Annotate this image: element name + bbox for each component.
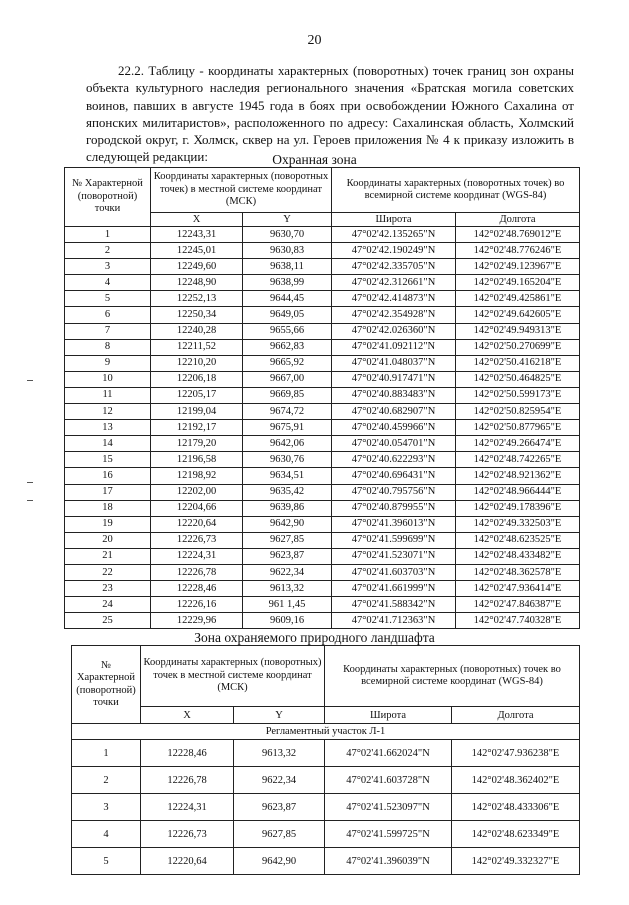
y-value: 9623,87 (234, 794, 325, 821)
point-number: 4 (65, 275, 151, 291)
point-number: 23 (65, 581, 151, 597)
x-value: 12202,00 (151, 484, 243, 500)
longitude: 142°02'50.270699"E (456, 339, 580, 355)
latitude: 47°02'42.135265"N (332, 227, 456, 243)
latitude: 47°02'41.599725"N (325, 821, 452, 848)
point-number: 21 (65, 548, 151, 564)
table-row (65, 564, 580, 580)
header-latitude: Широта (332, 213, 456, 227)
y-value: 9642,90 (243, 516, 332, 532)
point-number: 19 (65, 516, 151, 532)
longitude: 142°02'48.623349"E (452, 821, 580, 848)
latitude: 47°02'41.396039"N (325, 848, 452, 875)
table-row (65, 339, 580, 355)
latitude: 47°02'41.603728"N (325, 767, 452, 794)
y-value: 9642,06 (243, 436, 332, 452)
y-value: 9630,76 (243, 452, 332, 468)
point-number: 8 (65, 339, 151, 355)
longitude: 142°02'49.332503"E (456, 516, 580, 532)
y-value: 9674,72 (243, 404, 332, 420)
table-row (72, 767, 580, 794)
longitude: 142°02'48.433306"E (452, 794, 580, 821)
x-value: 12196,58 (151, 452, 243, 468)
latitude: 47°02'41.048037"N (332, 355, 456, 371)
y-value: 9667,00 (243, 371, 332, 387)
header-point-number: № Характерной (поворотной) точки (65, 168, 151, 227)
latitude: 47°02'41.661999"N (332, 581, 456, 597)
point-number: 12 (65, 404, 151, 420)
x-value: 12199,04 (151, 404, 243, 420)
x-value: 12248,90 (151, 275, 243, 291)
x-value: 12250,34 (151, 307, 243, 323)
y-value: 9662,83 (243, 339, 332, 355)
latitude: 47°02'40.054701"N (332, 436, 456, 452)
table-row (72, 794, 580, 821)
y-value: 9635,42 (243, 484, 332, 500)
latitude: 47°02'42.312661"N (332, 275, 456, 291)
x-value: 12229,96 (151, 613, 243, 629)
y-value: 9675,91 (243, 420, 332, 436)
point-number: 17 (65, 484, 151, 500)
longitude: 142°02'49.123967"E (456, 259, 580, 275)
longitude: 142°02'48.769012"E (456, 227, 580, 243)
table-row (65, 291, 580, 307)
x-value: 12245,01 (151, 243, 243, 259)
longitude: 142°02'49.178396"E (456, 500, 580, 516)
latitude: 47°02'41.523071"N (332, 548, 456, 564)
longitude: 142°02'50.416218"E (456, 355, 580, 371)
table-row (65, 355, 580, 371)
point-number: 3 (72, 794, 141, 821)
point-number: 1 (65, 227, 151, 243)
header-point-number: № Характерной (поворотной) точки (72, 646, 141, 724)
y-value: 9649,05 (243, 307, 332, 323)
header-y: Y (243, 213, 332, 227)
longitude: 142°02'49.165204"E (456, 275, 580, 291)
page-number: 20 (307, 33, 322, 48)
latitude: 47°02'40.622293"N (332, 452, 456, 468)
table-row (65, 259, 580, 275)
point-number: 16 (65, 468, 151, 484)
point-number: 13 (65, 420, 151, 436)
x-value: 12220,64 (151, 516, 243, 532)
table-row (72, 740, 580, 767)
point-number: 15 (65, 452, 151, 468)
y-value: 9642,90 (234, 848, 325, 875)
latitude: 47°02'40.879955"N (332, 500, 456, 516)
latitude: 47°02'40.459966"N (332, 420, 456, 436)
latitude: 47°02'41.662024"N (325, 740, 452, 767)
table-row (65, 452, 580, 468)
header-longitude: Долгота (452, 707, 580, 724)
scan-mark (27, 380, 33, 381)
point-number: 7 (65, 323, 151, 339)
y-value: 9622,34 (234, 767, 325, 794)
latitude: 47°02'41.092112"N (332, 339, 456, 355)
table-row (65, 371, 580, 387)
table1-caption: Охранная зона (272, 152, 357, 167)
point-number: 2 (72, 767, 141, 794)
table-row (65, 468, 580, 484)
longitude: 142°02'50.877965"E (456, 420, 580, 436)
point-number: 22 (65, 564, 151, 580)
x-value: 12226,78 (141, 767, 234, 794)
longitude: 142°02'48.921362"E (456, 468, 580, 484)
longitude: 142°02'47.740328"E (456, 613, 580, 629)
latitude: 47°02'40.883483"N (332, 387, 456, 403)
latitude: 47°02'41.396013"N (332, 516, 456, 532)
y-value: 9644,45 (243, 291, 332, 307)
latitude: 47°02'40.682907"N (332, 404, 456, 420)
intro-paragraph: 22.2. Таблицу - координаты характерных (поворотных) точек границ зон охраны объекта культурного наследия регионального значения «Братская могила советских воинов, павших в августе 1945 года в боях при освобождении Южного Сахалина от японских милитаристов», расположенного по адресу: Сахалинская область, Холмский городской округ, г. Холмск, сквер на ул. Героев приложения № 4 к приказу изложить в следующей редакции: (86, 63, 574, 165)
point-number: 4 (72, 821, 141, 848)
longitude: 142°02'49.949313"E (456, 323, 580, 339)
scan-mark (27, 500, 33, 501)
point-number: 24 (65, 597, 151, 613)
y-value: 9630,70 (243, 227, 332, 243)
header-longitude: Долгота (456, 213, 580, 227)
y-value: 9627,85 (234, 821, 325, 848)
landscape-zone-table (71, 645, 580, 875)
x-value: 12206,18 (151, 371, 243, 387)
table-row (65, 516, 580, 532)
x-value: 12220,64 (141, 848, 234, 875)
y-value: 9630,83 (243, 243, 332, 259)
table-row (65, 275, 580, 291)
table-row (65, 532, 580, 548)
longitude: 142°02'48.776246"E (456, 243, 580, 259)
point-number: 5 (65, 291, 151, 307)
longitude: 142°02'48.966444"E (456, 484, 580, 500)
x-value: 12243,31 (151, 227, 243, 243)
point-number: 1 (72, 740, 141, 767)
table2-caption: Зона охраняемого природного ландшафта (194, 630, 435, 645)
latitude: 47°02'40.917471"N (332, 371, 456, 387)
x-value: 12224,31 (151, 548, 243, 564)
latitude: 47°02'42.190249"N (332, 243, 456, 259)
latitude: 47°02'41.588342"N (332, 597, 456, 613)
longitude: 142°02'50.599173"E (456, 387, 580, 403)
longitude: 142°02'47.846387"E (456, 597, 580, 613)
y-value: 9638,99 (243, 275, 332, 291)
x-value: 12252,13 (151, 291, 243, 307)
y-value: 961 1,45 (243, 597, 332, 613)
table-row (65, 548, 580, 564)
point-number: 9 (65, 355, 151, 371)
x-value: 12204,66 (151, 500, 243, 516)
y-value: 9622,34 (243, 564, 332, 580)
table-row (65, 243, 580, 259)
x-value: 12249,60 (151, 259, 243, 275)
longitude: 142°02'48.623525"E (456, 532, 580, 548)
y-value: 9623,87 (243, 548, 332, 564)
point-number: 25 (65, 613, 151, 629)
table-row (65, 436, 580, 452)
header-x: X (151, 213, 243, 227)
section-label: Регламентный участок Л-1 (72, 724, 580, 740)
x-value: 12226,73 (151, 532, 243, 548)
point-number: 3 (65, 259, 151, 275)
table-row (65, 500, 580, 516)
latitude: 47°02'41.523097"N (325, 794, 452, 821)
point-number: 20 (65, 532, 151, 548)
table-row (72, 848, 580, 875)
header-msk-coords: Координаты характерных (поворотных) точек в местной системе координат (МСК) (141, 646, 325, 707)
y-value: 9639,86 (243, 500, 332, 516)
longitude: 142°02'49.425861"E (456, 291, 580, 307)
table-row (72, 821, 580, 848)
y-value: 9627,85 (243, 532, 332, 548)
table-row (65, 323, 580, 339)
point-number: 6 (65, 307, 151, 323)
longitude: 142°02'49.642605"E (456, 307, 580, 323)
x-value: 12205,17 (151, 387, 243, 403)
x-value: 12179,20 (151, 436, 243, 452)
latitude: 47°02'42.354928"N (332, 307, 456, 323)
latitude: 47°02'42.026360"N (332, 323, 456, 339)
table-row (65, 307, 580, 323)
latitude: 47°02'42.414873"N (332, 291, 456, 307)
y-value: 9609,16 (243, 613, 332, 629)
scan-mark (27, 482, 33, 483)
y-value: 9665,92 (243, 355, 332, 371)
y-value: 9634,51 (243, 468, 332, 484)
x-value: 12210,20 (151, 355, 243, 371)
table-row (65, 404, 580, 420)
x-value: 12228,46 (141, 740, 234, 767)
y-value: 9669,85 (243, 387, 332, 403)
latitude: 47°02'41.599699"N (332, 532, 456, 548)
longitude: 142°02'50.825954"E (456, 404, 580, 420)
latitude: 47°02'41.603703"N (332, 564, 456, 580)
longitude: 142°02'48.433482"E (456, 548, 580, 564)
longitude: 142°02'48.362578"E (456, 564, 580, 580)
x-value: 12211,52 (151, 339, 243, 355)
header-y: Y (234, 707, 325, 724)
table-row (65, 484, 580, 500)
table-row (65, 581, 580, 597)
header-msk-coords: Координаты характерных (поворотных точек) в местной системе координат (МСК) (151, 168, 332, 213)
latitude: 47°02'40.795756"N (332, 484, 456, 500)
longitude: 142°02'49.266474"E (456, 436, 580, 452)
latitude: 47°02'40.696431"N (332, 468, 456, 484)
header-wgs-coords: Координаты характерных (поворотных) точек во всемирной системе координат (WGS-84) (325, 646, 580, 707)
y-value: 9638,11 (243, 259, 332, 275)
protection-zone-table (64, 167, 580, 629)
point-number: 5 (72, 848, 141, 875)
x-value: 12198,92 (151, 468, 243, 484)
table-row (65, 613, 580, 629)
longitude: 142°02'48.362402"E (452, 767, 580, 794)
longitude: 142°02'50.464825"E (456, 371, 580, 387)
header-wgs-coords: Координаты характерных (поворотных точек) во всемирной системе координат (WGS-84) (332, 168, 580, 213)
x-value: 12226,78 (151, 564, 243, 580)
table-row (65, 387, 580, 403)
longitude: 142°02'49.332327"E (452, 848, 580, 875)
table-row (65, 227, 580, 243)
y-value: 9613,32 (234, 740, 325, 767)
x-value: 12228,46 (151, 581, 243, 597)
table-row (65, 597, 580, 613)
x-value: 12192,17 (151, 420, 243, 436)
x-value: 12226,16 (151, 597, 243, 613)
longitude: 142°02'48.742265"E (456, 452, 580, 468)
header-latitude: Широта (325, 707, 452, 724)
header-x: X (141, 707, 234, 724)
y-value: 9655,66 (243, 323, 332, 339)
x-value: 12226,73 (141, 821, 234, 848)
latitude: 47°02'42.335705"N (332, 259, 456, 275)
latitude: 47°02'41.712363"N (332, 613, 456, 629)
point-number: 11 (65, 387, 151, 403)
y-value: 9613,32 (243, 581, 332, 597)
point-number: 10 (65, 371, 151, 387)
table-row (65, 420, 580, 436)
longitude: 142°02'47.936238"E (452, 740, 580, 767)
point-number: 18 (65, 500, 151, 516)
point-number: 14 (65, 436, 151, 452)
x-value: 12240,28 (151, 323, 243, 339)
x-value: 12224,31 (141, 794, 234, 821)
longitude: 142°02'47.936414"E (456, 581, 580, 597)
point-number: 2 (65, 243, 151, 259)
